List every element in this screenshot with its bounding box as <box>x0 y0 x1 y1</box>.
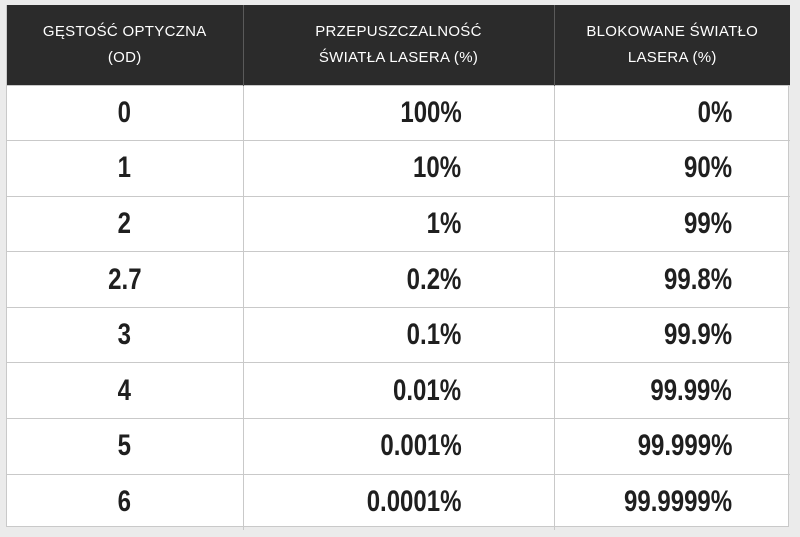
cell-value: 0.0001% <box>366 485 462 519</box>
cell-blocked <box>554 196 790 252</box>
table-row <box>7 252 790 308</box>
cell-value: 10% <box>413 151 462 185</box>
cell-od <box>7 307 243 363</box>
table-row <box>7 196 790 252</box>
cell-value: 99.9% <box>663 318 732 352</box>
cell-transmittance <box>243 474 554 530</box>
cell-value: 0.2% <box>406 262 462 296</box>
cell-value: 4 <box>118 373 132 407</box>
optical-density-table <box>7 5 790 530</box>
cell-value: 1% <box>426 206 462 240</box>
cell-od <box>7 85 243 141</box>
cell-value: 99.8% <box>663 262 732 296</box>
header-text-line: PRZEPUSZCZALNOŚĆ <box>315 22 482 40</box>
cell-value: 0 <box>118 95 132 129</box>
cell-od <box>7 474 243 530</box>
cell-od <box>7 419 243 475</box>
cell-blocked <box>554 419 790 475</box>
cell-od <box>7 196 243 252</box>
cell-value: 99.9999% <box>623 485 732 519</box>
cell-value: 3 <box>118 318 132 352</box>
table-row <box>7 141 790 197</box>
table-row <box>7 363 790 419</box>
cell-transmittance <box>243 196 554 252</box>
cell-value: 2 <box>118 206 132 240</box>
cell-transmittance <box>243 419 554 475</box>
cell-value: 99% <box>683 206 732 240</box>
cell-value: 0.1% <box>406 318 462 352</box>
cell-value: 99.999% <box>637 429 732 463</box>
header-optical-density <box>7 5 243 85</box>
table-header-row <box>7 5 790 85</box>
cell-od <box>7 252 243 308</box>
cell-od <box>7 363 243 419</box>
header-text-line: (OD) <box>107 48 142 66</box>
cell-blocked <box>554 252 790 308</box>
header-text-line: LASERA (%) <box>627 48 717 66</box>
cell-value: 5 <box>118 429 132 463</box>
cell-value: 90% <box>683 151 732 185</box>
cell-transmittance <box>243 363 554 419</box>
cell-blocked <box>554 141 790 197</box>
cell-value: 99.99% <box>650 373 732 407</box>
cell-blocked <box>554 85 790 141</box>
table-row <box>7 85 790 141</box>
cell-value: 0% <box>697 95 732 129</box>
optical-density-table-container <box>6 5 789 527</box>
cell-blocked <box>554 307 790 363</box>
cell-blocked <box>554 474 790 530</box>
header-text-line: BLOKOWANE ŚWIATŁO <box>586 22 759 40</box>
cell-transmittance <box>243 85 554 141</box>
table-row <box>7 307 790 363</box>
cell-transmittance <box>243 141 554 197</box>
cell-value: 6 <box>118 485 132 519</box>
cell-od <box>7 141 243 197</box>
header-laser-transmittance <box>243 5 554 85</box>
table-row <box>7 419 790 475</box>
cell-transmittance <box>243 307 554 363</box>
cell-value: 100% <box>400 95 462 129</box>
cell-transmittance <box>243 252 554 308</box>
cell-value: 0.01% <box>393 373 462 407</box>
table-row <box>7 474 790 530</box>
cell-value: 2.7 <box>108 262 142 296</box>
header-blocked-laser-light <box>554 5 790 85</box>
header-text-line: GĘSTOŚĆ OPTYCZNA <box>42 22 207 40</box>
cell-value: 1 <box>118 151 132 185</box>
cell-blocked <box>554 363 790 419</box>
cell-value: 0.001% <box>380 429 462 463</box>
header-text-line: ŚWIATŁA LASERA (%) <box>318 48 479 66</box>
